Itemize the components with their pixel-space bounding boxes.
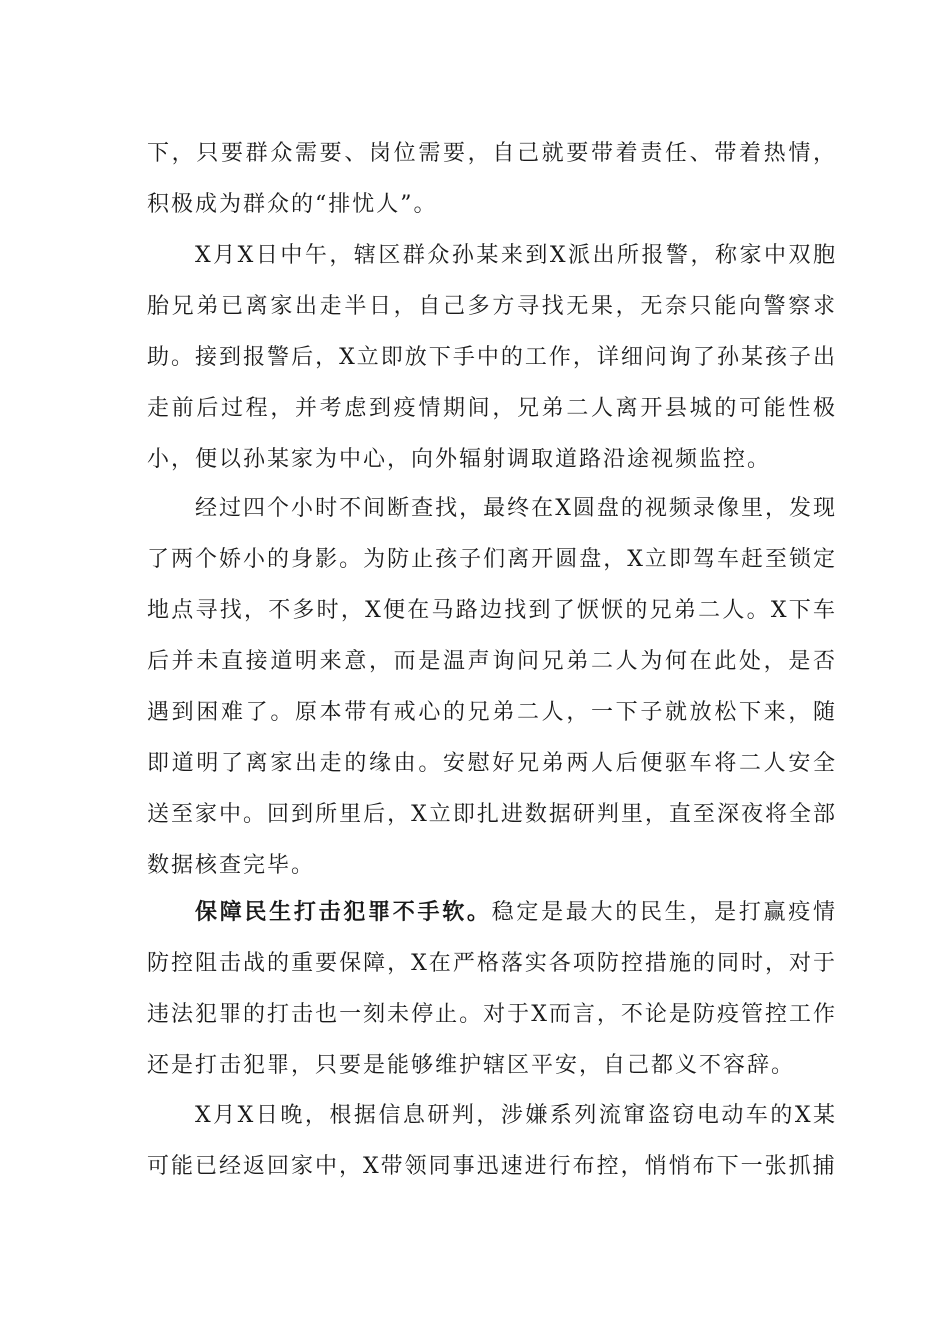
paragraph-arrest bbox=[147, 1090, 837, 1192]
paragraph-3-text: 经过四个小时不间断查找，最终在X圆盘的视频录像里，发现了两个娇小的身影。为防止孩子们离开圆盘，X立即驾车赶至锁定地点寻找，不多时，X便在马路边找到了恹恹的兄弟二人。X下车后并未直接道明来意，而是温声询问兄弟二人为何在此处，是否遇到困难了。原本带有戒心的兄弟二人，一下子就放松下来，随即道明了离家出走的缘由。安慰好兄弟两人后便驱车将二人安全送至家中。回到所里后，X立即扎进数据研判里，直至深夜将全部数据核查完毕。 bbox=[147, 496, 837, 878]
paragraph-4 bbox=[147, 887, 837, 1091]
paragraph-report bbox=[147, 230, 837, 485]
paragraph-1-text: 下，只要群众需要、岗位需要，自己就要带着责任、带着热情，积极成为群众的“排忧人”。 bbox=[147, 141, 837, 217]
paragraph-4-heading: 保障民生打击犯罪不手软。 bbox=[195, 899, 492, 925]
paragraph-search bbox=[147, 483, 837, 891]
paragraph-continuation bbox=[147, 128, 837, 230]
paragraph-5-text: X月X日晚，根据信息研判，涉嫌系列流窜盗窃电动车的X某可能已经返回家中，X带领同事迅速进行布控，悄悄布下一张抓捕 bbox=[147, 1103, 837, 1179]
paragraph-2-text: X月X日中午，辖区群众孙某来到X派出所报警，称家中双胞胎兄弟已离家出走半日，自己多方寻找无果，无奈只能向警察求助。接到报警后，X立即放下手中的工作，详细问询了孙某孩子出走前后过程，并考虑到疫情期间，兄弟二人离开县城的可能性极小，便以孙某家为中心，向外辐射调取道路沿途视频监控。 bbox=[147, 243, 837, 472]
paragraph-4-text: 稳定是最大的民生，是打赢疫情防控阻击战的重要保障，X在严格落实各项防控措施的同时，对于违法犯罪的打击也一刻未停止。对于X而言，不论是防疫管控工作还是打击犯罪，只要是能够维护辖区平安，自己都义不容辞。 bbox=[147, 900, 837, 1078]
paragraph-crime bbox=[147, 887, 837, 1091]
